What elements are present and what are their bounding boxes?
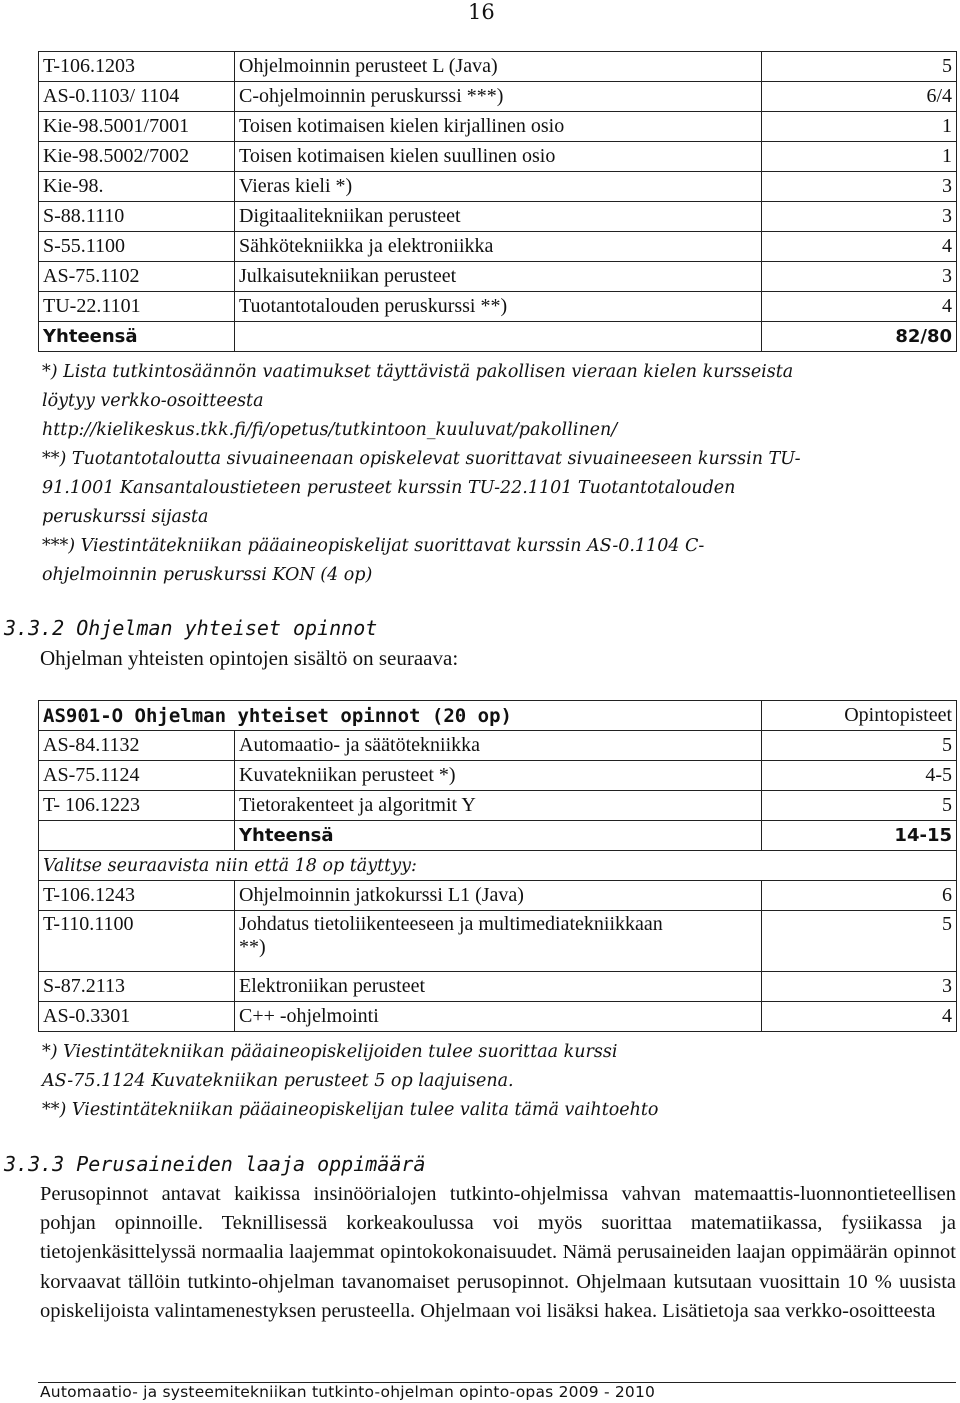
page-number: 16: [468, 0, 495, 24]
page-footer: Automaatio- ja systeemitekniikan tutkinto-ohjelman opinto-opas 2009 - 2010: [40, 1383, 656, 1401]
course-credits: 1: [762, 142, 957, 172]
table-row: [39, 791, 957, 821]
course-credits: 5: [762, 731, 957, 761]
course-code: AS-0.3301: [39, 1002, 235, 1032]
course-code: AS-75.1124: [39, 761, 235, 791]
table-row: [39, 1002, 957, 1032]
total-row: [39, 821, 957, 851]
course-name: Johdatus tietoliikenteeseen ja multimediatekniikkaan **): [235, 911, 762, 972]
course-credits: 6/4: [762, 82, 957, 112]
course-name: Tietorakenteet ja algoritmit Y: [235, 791, 762, 821]
table-row: [39, 82, 957, 112]
footnote-line: ohjelmoinnin peruskurssi KON (4 op): [42, 565, 373, 585]
footnote-line: *) Viestintätekniikan pääaineopiskelijoiden tulee suorittaa kurssi: [42, 1042, 618, 1062]
total-label: Yhteensä: [39, 322, 235, 352]
course-name: Automaatio- ja säätötekniikka: [235, 731, 762, 761]
course-table-1: [38, 51, 957, 352]
course-code: S-55.1100: [39, 232, 235, 262]
course-code: AS-84.1132: [39, 731, 235, 761]
choose-row: [39, 851, 957, 881]
course-code: T-106.1203: [39, 52, 235, 82]
course-credits: 5: [762, 52, 957, 82]
course-code: Kie-98.: [39, 172, 235, 202]
course-credits: 3: [762, 262, 957, 292]
empty-cell: [235, 322, 762, 352]
table-header-row: [39, 701, 957, 731]
footnote-line: *) Lista tutkintosäännön vaatimukset täyttävistä pakollisen vieraan kielen kursseista: [42, 362, 794, 382]
course-code: S-87.2113: [39, 972, 235, 1002]
course-code: T-110.1100: [39, 911, 235, 972]
course-name: Kuvatekniikan perusteet *): [235, 761, 762, 791]
elective-instruction: Valitse seuraavista niin että 18 op täyttyy:: [39, 851, 957, 881]
table-row: [39, 112, 957, 142]
course-code: Kie-98.5002/7002: [39, 142, 235, 172]
course-credits: 6: [762, 881, 957, 911]
credits-header: Opintopisteet: [762, 701, 957, 731]
table-row: [39, 761, 957, 791]
section-intro: Ohjelman yhteisten opintojen sisältö on seuraava:: [40, 646, 459, 670]
empty-cell: [39, 821, 235, 851]
course-code: T- 106.1223: [39, 791, 235, 821]
course-credits: 5: [762, 791, 957, 821]
course-credits: 3: [762, 972, 957, 1002]
course-code: AS-75.1102: [39, 262, 235, 292]
total-label: Yhteensä: [235, 821, 762, 851]
table-title: AS901-O Ohjelman yhteiset opinnot (20 op): [39, 701, 762, 731]
total-value: 82/80: [762, 322, 957, 352]
course-name: C++ -ohjelmointi: [235, 1002, 762, 1032]
footnote-line: http://kielikeskus.tkk.fi/fi/opetus/tutkintoon_kuuluvat/pakollinen/: [42, 420, 618, 440]
section-heading-333: 3.3.3 Perusaineiden laaja oppimäärä: [4, 1152, 426, 1176]
footnote-line: **) Tuotantotaloutta sivuaineenaan opiskelevat suorittavat sivuaineeseen kurssin TU-: [42, 449, 801, 469]
course-name: Tuotantotalouden peruskurssi **): [235, 292, 762, 322]
course-code: S-88.1110: [39, 202, 235, 232]
course-credits: 5: [762, 911, 957, 972]
course-credits: 4-5: [762, 761, 957, 791]
table-row: [39, 911, 957, 972]
table-row: [39, 202, 957, 232]
course-name: Sähkötekniikka ja elektroniikka: [235, 232, 762, 262]
footnote-line: **) Viestintätekniikan pääaineopiskelijan tulee valita tämä vaihtoehto: [42, 1100, 659, 1120]
course-code: Kie-98.5001/7001: [39, 112, 235, 142]
total-row: [39, 322, 957, 352]
course-code: AS-0.1103/ 1104: [39, 82, 235, 112]
table-row: [39, 52, 957, 82]
total-value: 14-15: [762, 821, 957, 851]
footnote-line: löytyy verkko-osoitteesta: [42, 391, 264, 411]
table-row: [39, 972, 957, 1002]
section-paragraph: Perusopinnot antavat kaikissa insinöörialojen tutkinto-ohjelmissa vahvan matemaattis-luonnontieteellisen pohjan opinnoille. Teknillisessä korkeakoulussa voi myös suorittaa matematiikassa, fysiikassa ja tietojenkäsittelyssä normaalia laajemmat opintokokonaisuudet. Nämä perusaineiden laajan oppimäärän opinnot korvaavat tällöin tutkinto-ohjelman tavanomaiset perusopinnot. Ohjelmaan kutsutaan vuosittain 10 % uusista opiskelijoista valintamenestyksen perusteella. Ohjelmaan voi lisäksi hakea. Lisätietoja saa verkko-osoitteesta: [40, 1183, 956, 1322]
course-name: Toisen kotimaisen kielen suullinen osio: [235, 142, 762, 172]
section-heading-332: 3.3.2 Ohjelman yhteiset opinnot: [4, 616, 378, 640]
footnote-line: AS-75.1124 Kuvatekniikan perusteet 5 op laajuisena.: [42, 1071, 514, 1091]
course-name: Julkaisutekniikan perusteet: [235, 262, 762, 292]
table-row: [39, 172, 957, 202]
footnote-line: peruskurssi sijasta: [42, 507, 209, 527]
course-name: Ohjelmoinnin jatkokurssi L1 (Java): [235, 881, 762, 911]
course-name: Ohjelmoinnin perusteet L (Java): [235, 52, 762, 82]
table-row: [39, 142, 957, 172]
table-row: [39, 262, 957, 292]
footnotes-1: [42, 358, 862, 590]
course-credits: 3: [762, 202, 957, 232]
course-credits: 4: [762, 1002, 957, 1032]
footnote-line: ***) Viestintätekniikan pääaineopiskelijat suorittavat kurssin AS-0.1104 C-: [42, 536, 705, 556]
course-code: TU-22.1101: [39, 292, 235, 322]
course-code: T-106.1243: [39, 881, 235, 911]
course-credits: 4: [762, 292, 957, 322]
course-name: Digitaalitekniikan perusteet: [235, 202, 762, 232]
footnotes-2: [42, 1038, 802, 1125]
table-row: [39, 232, 957, 262]
footnote-line: 91.1001 Kansantaloustieteen perusteet kurssin TU-22.1101 Tuotantotalouden: [42, 478, 736, 498]
course-credits: 3: [762, 172, 957, 202]
table-row: [39, 292, 957, 322]
course-name: Vieras kieli *): [235, 172, 762, 202]
course-name-continued: **): [239, 936, 266, 958]
course-name: C-ohjelmoinnin peruskurssi ***): [235, 82, 762, 112]
course-credits: 1: [762, 112, 957, 142]
course-name: Toisen kotimaisen kielen kirjallinen osio: [235, 112, 762, 142]
table-row: [39, 731, 957, 761]
course-name: Elektroniikan perusteet: [235, 972, 762, 1002]
course-table-2: [38, 700, 957, 1032]
course-credits: 4: [762, 232, 957, 262]
table-row: [39, 881, 957, 911]
